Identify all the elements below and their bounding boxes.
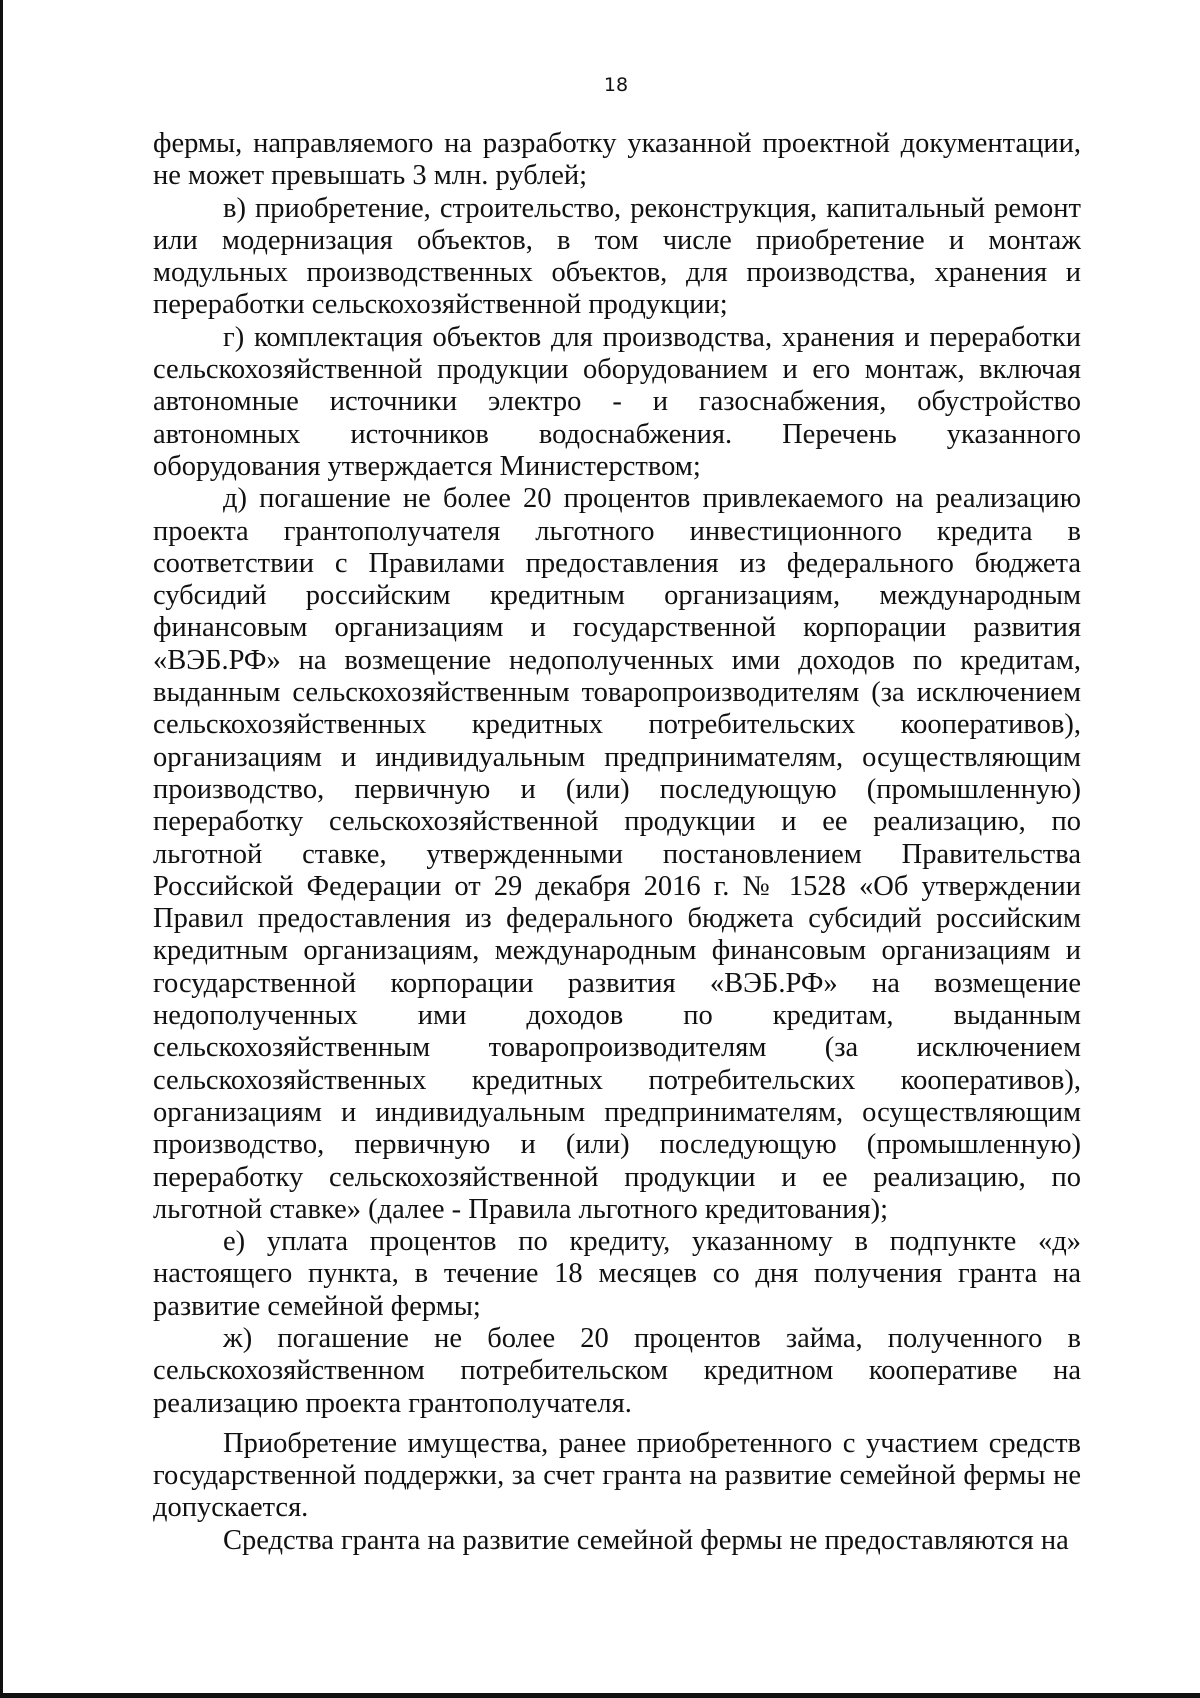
- scan-border-bottom: [0, 1693, 1200, 1698]
- paragraph-item-d: д) погашение не более 20 процентов привлекаемого на реализацию проекта грантополучателя льготного инвестиционного кредита в соответствии с Правилами предоставления из федерального бюджета субсидий российским кредитным организациям, международным финансовым организациям и государственной корпорации развития «ВЭБ.РФ» на возмещение недополученных ими доходов по кредитам, выданным сельскохозяйственным товаропроизводителям (за исключением сельскохозяйственных кредитных потребительских кооперативов), организациям и индивидуальным предпринимателям, осуществляющим производство, первичную и (или) последующую (промышленную) переработку сельскохозяйственной продукции и ее реализацию, по льготной ставке, утвержденными постановлением Правительства Российской Федерации от 29 декабря 2016 г. № 1528 «Об утверждении Правил предоставления из федерального бюджета субсидий российским кредитным организациям, международным финансовым организациям и государственной корпорации развития «ВЭБ.РФ» на возмещение недополученных ими доходов по кредитам, выданным сельскохозяйственным товаропроизводителям (за исключением сельскохозяйственных кредитных потребительских кооперативов), организациям и индивидуальным предпринимателям, осуществляющим производство, первичную и (или) последующую (промышленную) переработку сельскохозяйственной продукции и ее реализацию, по льготной ставке» (далее - Правила льготного кредитования);: [153, 483, 1081, 1225]
- document-body: [153, 128, 1081, 1557]
- scan-border-left: [0, 0, 3, 1698]
- paragraph-continuation: фермы, направляемого на разработку указанной проектной документации, не может превышать 3 млн. рублей;: [153, 128, 1081, 192]
- paragraph-item-e: е) уплата процентов по кредиту, указанному в подпункте «д» настоящего пункта, в течение 18 месяцев со дня получения гранта на развитие семейной фермы;: [153, 1226, 1081, 1322]
- paragraph-item-zh: ж) погашение не более 20 процентов займа, полученного в сельскохозяйственном потребительском кредитном кооперативе на реализацию проекта грантополучателя.: [153, 1322, 1081, 1419]
- paragraph-item-v: в) приобретение, строительство, реконструкция, капитальный ремонт или модернизация объектов, в том числе приобретение и монтаж модульных производственных объектов, для производства, хранения и переработки сельскохозяйственной продукции;: [153, 192, 1081, 321]
- paragraph-property-restriction: Приобретение имущества, ранее приобретенного с участием средств государственной поддержки, за счет гранта на развитие семейной фермы не допускается.: [153, 1427, 1081, 1524]
- paragraph-item-g: г) комплектация объектов для производства, хранения и переработки сельскохозяйственной продукции оборудованием и его монтаж, включая автономные источники электро - и газоснабжения, обустройство автономных источников водоснабжения. Перечень указанного оборудования утверждается Министерством;: [153, 321, 1081, 482]
- page-number: 18: [603, 74, 629, 96]
- paragraph-grant-restriction: Средства гранта на развитие семейной фермы не предоставляются на: [223, 1524, 1069, 1556]
